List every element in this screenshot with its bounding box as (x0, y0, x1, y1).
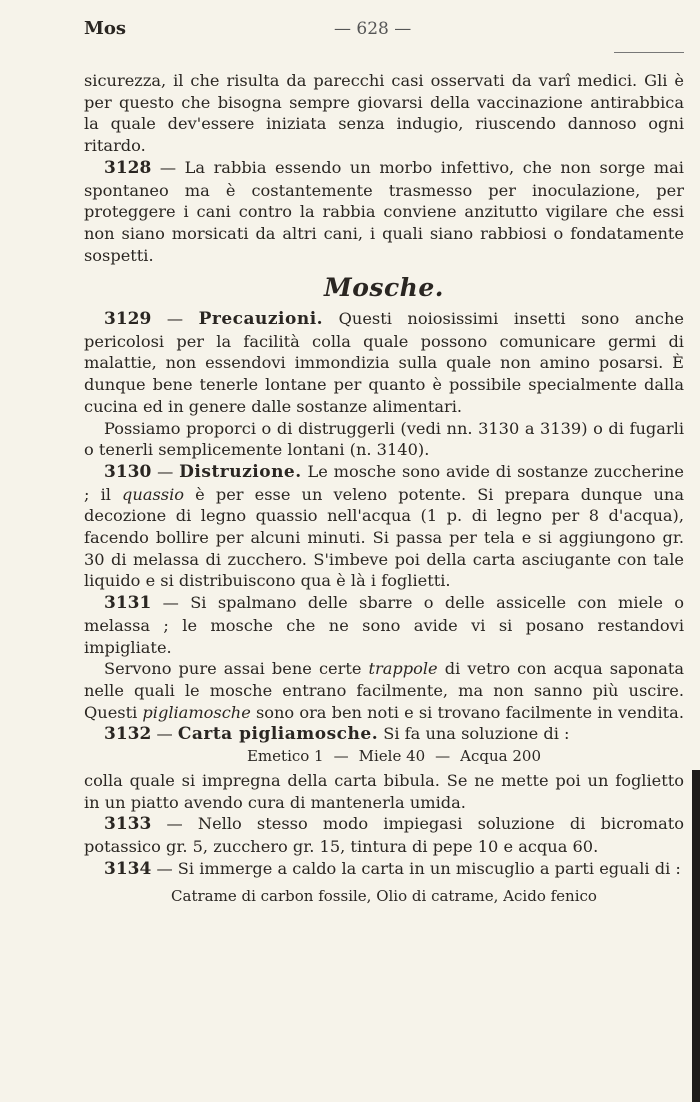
section-title: Mosche. (324, 273, 444, 303)
dash: — (151, 309, 199, 329)
paragraph-trappole (84, 658, 684, 723)
formula-item: Emetico 1 (246, 747, 324, 766)
dash: — (151, 461, 180, 481)
paragraph-text: Le mosche sono avide di sostanze zuccherine ; il (84, 461, 684, 504)
body-text (84, 70, 684, 908)
scan-edge-shadow (692, 770, 700, 1102)
formula-separator: — (435, 747, 451, 766)
paragraph-3129 (84, 308, 684, 418)
italic-term: trappole (368, 659, 438, 679)
item-number: 3129 (104, 309, 152, 330)
paragraph-text: Servono pure assai bene certe (104, 659, 369, 679)
paragraph-text: sono ora ben noti e si trovano facilmente in vendita. (250, 702, 684, 722)
paragraph-3128 (84, 157, 684, 267)
ingredients-line: Catrame di carbon fossile, Olio di catrame, Acido fenico (171, 887, 597, 906)
paragraph-colla: colla quale si impregna della carta bibula. Se ne mette poi un foglietto in un piatto avendo cura di mantenerla umida. (84, 770, 684, 812)
running-header (84, 18, 684, 48)
item-number: 3132 (104, 724, 152, 745)
paragraph-heading: Distruzione. (179, 461, 302, 482)
paragraph-text: — Si spalmano delle sbarre o delle assicelle con miele o melassa ; le mosche che ne sono avide vi si posano restandovi impigliate. (84, 593, 684, 657)
paragraph-3130 (84, 461, 684, 592)
paragraph-text: di vetro con acqua saponata nelle quali le mosche entrano facilmente, ma non sanno più uscire. Questi (84, 659, 685, 722)
paragraph-heading: Precauzioni. (198, 309, 324, 330)
italic-term: pigliamosche (142, 702, 251, 722)
paragraph-3132 (84, 723, 684, 746)
page-number: — 628 — (334, 19, 412, 39)
item-number: 3130 (104, 461, 152, 482)
formula-line (84, 746, 684, 768)
paragraph-text: Questi noiosissimi insetti sono anche pericolosi per la facilità colla quale possono comunicare germi di malattie, non essendovi immondizia sulla quale non amino posarsi. È dunque bene tenerle lontane per quanto è possibile specialmente dalla cucina ed in genere dalle sostanze alimentari. (84, 309, 684, 416)
paragraph-text: Si fa una soluzione di : (378, 724, 570, 744)
header-word: Mos (84, 18, 127, 39)
paragraph-text: — Nello stesso modo impiegasi soluzione di bicromato potassico gr. 5, zucchero gr. 15, tintura di pepe 10 e acqua 60. (84, 814, 684, 856)
paragraph-3134 (84, 858, 684, 881)
item-number: 3134 (104, 858, 152, 879)
italic-term: quassio (122, 484, 185, 504)
dash: — (151, 724, 178, 744)
paragraph-3131 (84, 592, 684, 658)
paragraph-text: — Si immerge a caldo la carta in un miscuglio a parti eguali di : (151, 858, 681, 878)
paragraph-continuation: sicurezza, il che risulta da parecchi casi osservati da varî medici. Gli è per questo che bisogna sempre giovarsi della vaccinazione antirabbica la quale dev'essere iniziata senza indugio, riuscendo dannoso ogni ritardo. (84, 71, 684, 156)
item-number: 3131 (104, 593, 152, 614)
paragraph-3133 (84, 813, 684, 857)
paragraph-text: — La rabbia essendo un morbo infettivo, che non sorge mai spontaneo ma è costantemente trasmesso per inoculazione, per proteggere i cani contro la rabbia conviene anzitutto vigilare che essi non siano morsicati da altri cani, i quali siano rabbiosi o fondatamente sospetti. (84, 157, 684, 265)
item-number: 3128 (104, 157, 152, 178)
item-number: 3133 (104, 814, 152, 835)
formula-item: Acqua 200 (460, 747, 542, 766)
paragraph-text: è per esse un veleno potente. Si prepara dunque una decozione di legno quassio nell'acqua (1 p. di legno per 8 d'acqua), facendo bollire per alcuni minuti. Si passa per tela e si aggiungono gr. 30 di melassa di zucchero. S'imbeve poi della carta asciugante con tale liquido e si distribuiscono qua è là i foglietti. (84, 484, 684, 591)
paragraph-heading: Carta pigliamosche. (177, 724, 379, 745)
header-rule (614, 52, 684, 53)
formula-item: Miele 40 (358, 747, 426, 766)
page (84, 18, 684, 48)
formula-separator: — (333, 747, 349, 766)
paragraph-possiamo: Possiamo proporci o di distruggerli (vedi nn. 3130 a 3139) o di fugarli o tenerli semplicemente lontani (n. 3140). (84, 418, 684, 460)
